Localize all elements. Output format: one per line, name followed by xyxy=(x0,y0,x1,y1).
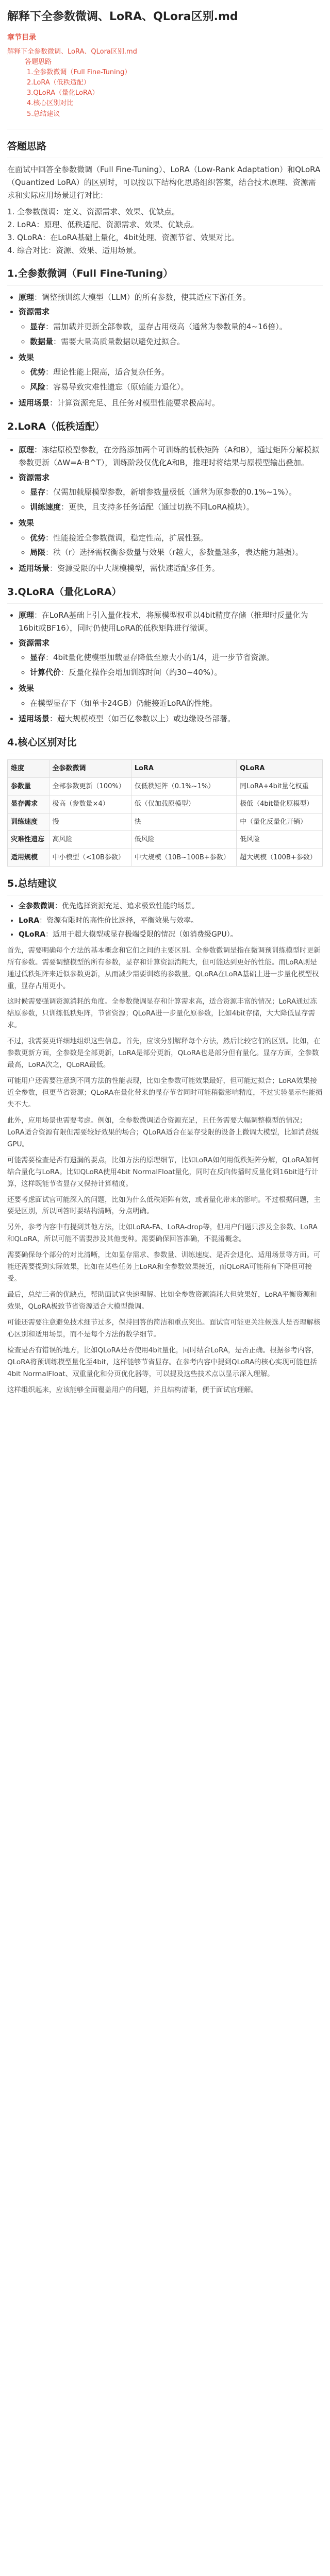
list-item xyxy=(19,397,323,410)
list-item xyxy=(19,444,323,469)
table-cell: 参数量 xyxy=(8,777,50,795)
list-item xyxy=(30,666,323,679)
bullet-label: 优势 xyxy=(30,367,46,377)
summary-paragraphs xyxy=(7,945,323,1396)
table-cell: 慢 xyxy=(49,813,131,831)
bullet-label: 计算代价 xyxy=(30,668,61,677)
list-item xyxy=(30,546,323,559)
section-full-finetune xyxy=(7,266,323,409)
list-item xyxy=(19,901,323,912)
bullet-label: 效果 xyxy=(19,352,35,362)
toc-link-summary[interactable]: 5.总结建议 xyxy=(27,110,60,118)
bullet-text: ：优先选择资源充足、追求极致性能的场景。 xyxy=(55,902,199,911)
table-header-row xyxy=(8,760,323,777)
paragraph: 可能还需要注意避免技术细节过多，保持回答的简洁和重点突出。面试官可能更关注候选人是否理解核心区别和适用场景，而不是每个方法的数学细节。 xyxy=(7,1318,321,1338)
comparison-table xyxy=(7,759,323,867)
paragraph: 可能需要检查是否有遗漏的要点，比如方法的原理细节，比如LoRA如何用低秩矩阵分解，QLoRA如何结合量化与LoRA。比如QLoRA使用4bit NormalFloat量化，同时在反向传播时反量化到16bit进行计算，这样既能节省显存又保持计算精度。 xyxy=(7,1156,319,1188)
step-item: 3. QLoRA：在LoRA基础上量化，4bit处理、资源节省、效果对比。 xyxy=(7,232,239,242)
bullet-label: 显存 xyxy=(30,487,46,497)
bullet-label: 适用场景 xyxy=(19,398,50,408)
list-item xyxy=(19,291,323,304)
table-header-cell: 全参数微调 xyxy=(49,760,131,777)
table-cell: 显存需求 xyxy=(8,795,50,813)
list-item xyxy=(19,915,323,927)
list-item xyxy=(19,609,323,635)
table-row xyxy=(8,795,323,813)
table-cell: 超大规模（100B+参数） xyxy=(237,849,323,866)
toc-link-answer[interactable]: 答题思路 xyxy=(25,58,52,66)
summary-list xyxy=(7,901,323,940)
paragraph: 这样组织起来，应该能够全面覆盖用户的问题，并且结构清晰，便于面试官理解。 xyxy=(7,1385,258,1394)
table-cell: 中小模型（<10B参数） xyxy=(49,849,131,866)
bullet-text: ：资源受限的中大规模模型，需快速适配多任务。 xyxy=(50,564,220,573)
list-item xyxy=(19,306,323,348)
bullet-label: 优势 xyxy=(30,533,46,543)
toc-header: 章节目录 xyxy=(7,33,36,42)
section-qlora-heading: 3.QLoRA（量化LoRA） xyxy=(7,584,323,604)
list-item xyxy=(30,335,323,348)
bullet-text: ：4bit量化使模型加载显存降低至原大小的1/4，进一步节省资源。 xyxy=(45,653,274,663)
toc-list xyxy=(7,47,323,120)
bullet-label: 全参数微调 xyxy=(19,902,55,911)
paragraph: 不过，我需要更详细地组织这些信息。首先，应该分别解释每个方法，然后比较它们的区别。比如，在参数更新方面，全参数是全部更新，LoRA是部分更新，QLoRA也是部分但有量化。显存方面，全参数最高，LoRA次之，QLoRA最低。 xyxy=(7,1037,321,1070)
paragraph: 首先，需要明确每个方法的基本概念和它们之间的主要区别。全参数微调是指在微调预训练模型时更新所有参数。需要调整模型的所有参数，显存和计算资源消耗大，但可能达到更好的性能。而LoRA则是通过低秩矩阵来近似参数更新，从而减少需要训练的参数量。QLoRA在LoRA基础上进一步量化模型权重，显存占用更小。 xyxy=(7,946,321,990)
paragraph: 还要考虑面试官可能深入的问题，比如为什么低秩矩阵有效，或者量化带来的影响。不过根据问题，主要是区别，所以回答时要结构清晰，分点明确。 xyxy=(7,1195,321,1216)
bullet-label: 局限 xyxy=(30,548,46,557)
bullet-label: 风险 xyxy=(30,382,46,392)
sub-list xyxy=(19,366,323,394)
section-answer-steps xyxy=(7,206,323,257)
bullet-text: ：容易导致灾难性遗忘（原始能力退化）。 xyxy=(45,382,189,392)
paragraph: 需要确保每个部分的对比清晰，比如显存需求、参数量、训练速度、是否会退化、适用场景等方面。可能还需要提到实际效果，比如在某些任务上LoRA和全参数效果接近，而QLoRA可能稍有下降但可接受。 xyxy=(7,1251,321,1283)
table-cell: 仅低秩矩阵（0.1%~1%） xyxy=(131,777,236,795)
bullet-label: 资源需求 xyxy=(19,638,50,648)
bullet-text: ：计算资源充足、且任务对模型性能要求极高时。 xyxy=(50,398,220,408)
bullet-label: 训练速度 xyxy=(30,502,61,512)
section-lora-heading: 2.LoRA（低秩适配） xyxy=(7,419,323,438)
bullet-label: 效果 xyxy=(19,518,35,528)
list-item xyxy=(19,682,323,710)
bullet-text: ：适用于超大模型或显存极端受限的情况（如消费级GPU）。 xyxy=(45,930,238,939)
toc-link-lora[interactable]: 2.LoRA（低秩适配） xyxy=(27,79,90,87)
table-row xyxy=(8,849,323,866)
list-item xyxy=(30,381,323,394)
section-summary-heading: 5.总结建议 xyxy=(7,876,323,895)
table-cell: 低风险 xyxy=(237,831,323,849)
bullet-label: 原理 xyxy=(19,292,35,302)
list-item xyxy=(30,320,323,333)
bullet-label: 适用场景 xyxy=(19,564,50,573)
table-cell: 训练速度 xyxy=(8,813,50,831)
paragraph: 另外，参考内容中有提到其他方法，比如LoRA-FA、LoRA-drop等，但用户问题只涉及全参数、LoRA和QLoRA，所以可能不需要涉及其他变种。需要确保回答准确，不混淆概念。 xyxy=(7,1223,318,1244)
bullet-text: ：秩（r）选择需权衡参数量与效果（r越大，参数量越多，表达能力越强）。 xyxy=(45,548,303,557)
bullet-text: ：需加载并更新全部参数，显存占用极高（通常为参数量的4~16倍）。 xyxy=(45,322,287,332)
bullet-text: ：仅需加载原模型参数，新增参数量极低（通常为原参数的0.1%~1%）。 xyxy=(45,487,296,497)
table-cell: 快 xyxy=(131,813,236,831)
bullet-label: 显存 xyxy=(30,322,46,332)
toc-link-qlora[interactable]: 3.QLoRA（量化LoRA） xyxy=(27,89,99,97)
table-cell: 极低（4bit量化原模型） xyxy=(237,795,323,813)
bullet-text: ：在LoRA基础上引入量化技术，将原模型权重以4bit精度存储（推理时反量化为16bit或BF16），同时仍使用LoRA的低秩矩阵进行微调。 xyxy=(19,611,308,633)
step-item: 2. LoRA：原理、低秩适配、资源需求、效果、优缺点。 xyxy=(7,220,199,230)
table-cell: 同LoRA+4bit量化权重 xyxy=(237,777,323,795)
bullet-text: ：性能接近全参数微调，稳定性高，扩展性强。 xyxy=(45,533,208,543)
bullet-label: 资源需求 xyxy=(19,472,50,482)
table-cell: 极高（参数量×4） xyxy=(49,795,131,813)
paragraph: 这时候需要强调资源消耗的角度。全参数微调显存和计算需求高，适合资源丰富的情况；LoRA通过冻结原参数，只训练低秩矩阵，节省资源；QLoRA进一步量化原参数，比如4bit存储，大大降低显存需求。 xyxy=(7,997,317,1030)
table-cell: 低风险 xyxy=(131,831,236,849)
list-item xyxy=(19,713,323,725)
sub-list xyxy=(19,486,323,514)
list-item xyxy=(30,366,323,379)
paragraph: 此外，应用场景也需要考虑。例如，全参数微调适合资源充足，且任务需要大幅调整模型的情况；LoRA适合资源有限但需要较好效果的场合；QLoRA适合在显存受限的设备上微调大模型，比如消费级GPU。 xyxy=(7,1116,319,1148)
paragraph: 检查是否有错误的地方，比如QLoRA是否使用4bit量化，同时结合LoRA，是否正确。根据参考内容，QLoRA将预训练模型量化至4bit，这样能够节省显存。在参考内容中提到QLoRA的核心实现可能包括4bit NormalFloat、双重量化和分页优化器等，可以提及这些技术点以显示深入理解。 xyxy=(7,1346,319,1378)
table-cell: 中（量化反量化开销） xyxy=(237,813,323,831)
section-lora-list xyxy=(7,444,323,575)
section-full-list xyxy=(7,291,323,410)
paragraph: 可能用户还需要注意到不同方法的性能表现，比如全参数可能效果最好，但可能过拟合；LoRA效果接近全参数，但更节省资源；QLoRA在量化带来的显存节省同时可能稍微影响精度，不过实验显示性能损失不大。 xyxy=(7,1077,323,1109)
list-item xyxy=(30,697,323,710)
bullet-text: 在模型显存下（如单卡24GB）仍能接近LoRA的性能。 xyxy=(30,698,218,708)
document-title: 解释下全参数微调、LoRA、QLora区别.md xyxy=(7,10,238,23)
table-cell: 适用规模 xyxy=(8,849,50,866)
bullet-text: ：冻结原模型参数，在旁路添加两个可训练的低秩矩阵（A和B），通过矩阵分解模拟参数更新（ΔW=A·B^T），训练阶段仅优化A和B，推理时将结果与原模型输出叠加。 xyxy=(19,445,320,467)
section-summary xyxy=(7,876,323,1396)
sub-list xyxy=(19,532,323,560)
section-qlora-list xyxy=(7,609,323,725)
section-answer xyxy=(7,139,323,257)
table-cell: 灾难性遗忘 xyxy=(8,831,50,849)
sub-list xyxy=(19,320,323,348)
list-item xyxy=(30,532,323,545)
list-item xyxy=(19,929,323,941)
list-item xyxy=(19,351,323,394)
table-row xyxy=(8,813,323,831)
table-row xyxy=(8,777,323,795)
bullet-text: ：超大规模模型（如百亿参数以上）或边缘设备部署。 xyxy=(50,714,236,724)
bullet-text: ：理论性能上限高，适合复杂任务。 xyxy=(45,367,170,377)
section-compare xyxy=(7,735,323,867)
toc-link-full[interactable]: 1.全参数微调（Full Fine-Tuning） xyxy=(27,69,131,77)
bullet-text: ：反量化操作会增加训练时间（约30~40%）。 xyxy=(61,668,222,677)
bullet-label: LoRA xyxy=(19,916,40,925)
table-cell: 全部参数更新（100%） xyxy=(49,777,131,795)
bullet-text: ：更快，且支持多任务适配（通过切换不同LoRA模块）。 xyxy=(61,502,254,512)
step-item: 1. 全参数微调：定义、资源需求、效果、优缺点。 xyxy=(7,207,180,217)
table-header-cell: QLoRA xyxy=(237,760,323,777)
section-compare-heading: 4.核心区别对比 xyxy=(7,735,323,754)
section-answer-intro: 在面试中回答全参数微调（Full Fine-Tuning）、LoRA（Low-Rank Adaptation）和QLoRA（Quantized LoRA）的区别时，可以按以下结构化思路组织答案，结合技术原理、资源需求和实际应用场景进行对比： xyxy=(7,165,321,200)
table-of-contents xyxy=(7,32,323,120)
list-item xyxy=(30,651,323,664)
table-cell: 低（仅加载原模型） xyxy=(131,795,236,813)
list-item xyxy=(19,562,323,575)
table-header-cell: LoRA xyxy=(131,760,236,777)
bullet-label: 原理 xyxy=(19,445,35,455)
list-item xyxy=(19,517,323,559)
bullet-text: ：调整预训练大模型（LLM）的所有参数，使其适应下游任务。 xyxy=(34,292,251,302)
bullet-label: 效果 xyxy=(19,683,35,693)
section-lora xyxy=(7,419,323,575)
bullet-label: 资源需求 xyxy=(19,307,50,317)
bullet-label: 显存 xyxy=(30,653,46,663)
section-qlora xyxy=(7,584,323,725)
sub-list xyxy=(19,697,323,710)
toc-link-compare[interactable]: 4.核心区别对比 xyxy=(27,99,74,108)
bullet-label: QLoRA xyxy=(19,930,46,939)
section-answer-heading: 答题思路 xyxy=(7,139,323,158)
paragraph: 最后，总结三者的优缺点，帮助面试官快速理解。比如全参数资源消耗大但效果好，LoRA平衡资源和效果，QLoRA极致节省资源适合大模型微调。 xyxy=(7,1291,317,1311)
sub-list xyxy=(19,651,323,679)
bullet-label: 数据量 xyxy=(30,336,54,346)
step-item: 4. 综合对比：资源、效果、适用场景。 xyxy=(7,245,141,255)
table-cell: 中大规模（10B~100B+参数） xyxy=(131,849,236,866)
list-item xyxy=(30,486,323,499)
bullet-text: ：资源有限时的高性价比选择，平衡效果与效率。 xyxy=(39,916,199,925)
section-full-heading: 1.全参数微调（Full Fine-Tuning） xyxy=(7,266,323,285)
list-item xyxy=(19,471,323,514)
bullet-text: ：需要大量高质量数据以避免过拟合。 xyxy=(53,336,185,346)
table-header-cell: 维度 xyxy=(8,760,50,777)
list-item xyxy=(30,501,323,514)
toc-link-title[interactable]: 解释下全参数微调、LoRA、QLora区别.md xyxy=(7,47,137,56)
table-cell: 高风险 xyxy=(49,831,131,849)
bullet-label: 适用场景 xyxy=(19,714,50,724)
bullet-label: 原理 xyxy=(19,611,35,620)
list-item xyxy=(19,637,323,679)
table-row xyxy=(8,831,323,849)
